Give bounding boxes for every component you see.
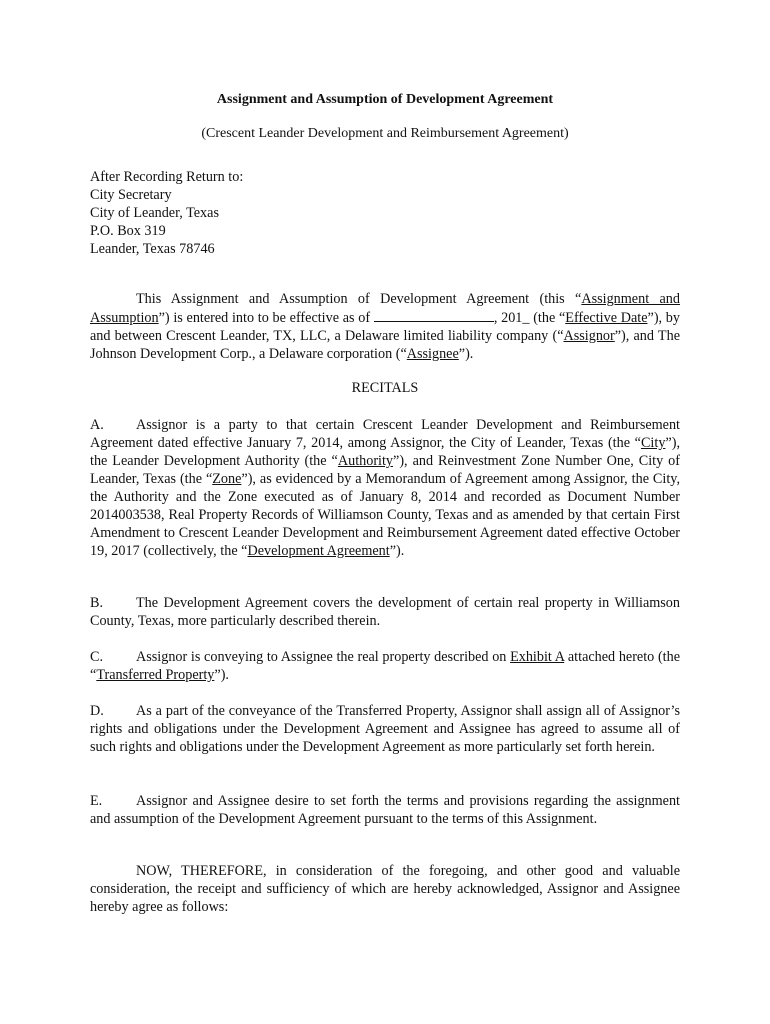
- recital-label: E.: [90, 793, 103, 809]
- intro-paragraph: This Assignment and Assumption of Development Agreement (this “Assignment and Assumption”) is entered into to be effective as of , 201_ (the “Effective Date”), by and between Crescent Leander, TX, LLC, a Delaware limited liability company (“Assignor”), and The Johnson Development Corp., a Delaware corporation (“Assignee”).: [90, 291, 680, 362]
- recital-label: A.: [90, 417, 104, 433]
- recital-e: E. Assignor and Assignee desire to set forth the terms and provisions regarding the assignment and assumption of the Development Agreement pursuant to the terms of this Assignment.: [90, 793, 680, 827]
- recital-label: B.: [90, 595, 104, 611]
- defined-term: Effective Date: [565, 310, 648, 326]
- recital-b: B. The Development Agreement covers the development of certain real property in Williamson County, Texas, more particularly described therein.: [90, 595, 680, 629]
- return-line: Leander, Texas 78746: [90, 241, 215, 257]
- return-heading: After Recording Return to:: [90, 169, 244, 185]
- closing-paragraph: NOW, THEREFORE, in consideration of the foregoing, and other good and valuable consideration, the receipt and sufficiency of which are hereby acknowledged, Assignor and Assignee hereby agree as follows:: [90, 863, 680, 915]
- date-blank: [374, 308, 494, 322]
- recital-label: C.: [90, 649, 104, 665]
- defined-term: Assignor: [563, 328, 615, 344]
- document-title: Assignment and Assumption of Development Agreement: [216, 92, 554, 107]
- return-address-block: [90, 168, 680, 258]
- return-line: City of Leander, Texas: [90, 205, 219, 221]
- recital-a: A. Assignor is a party to that certain Crescent Leander Development and Reimbursement Agreement dated effective January 7, 2014, among Assignor, the City of Leander, Texas (the “City”), the Leander Development Authority (the “Authority”), and Reinvestment Zone Number One, City of Leander, Texas (the “Zone”), as evidenced by a Memorandum of Agreement among Assignor, the City, the Authority and the Zone executed as of January 8, 2014 and recorded as Document Number 2014003538, Real Property Records of Williamson County, Texas and as amended by that certain First Amendment to Crescent Leander Development and Reimbursement Agreement dated effective October 19, 2017 (collectively, the “Development Agreement”).: [90, 417, 681, 559]
- recital-c: C. Assignor is conveying to Assignee the real property described on Exhibit A attached hereto (the “Transferred Property”).: [90, 649, 681, 683]
- recital-label: D.: [90, 703, 104, 719]
- defined-term: Assignee: [406, 346, 459, 362]
- defined-term: Assignment and Assumption: [90, 291, 680, 326]
- document-subtitle: (Crescent Leander Development and Reimbursement Agreement): [201, 126, 569, 141]
- return-line: City Secretary: [90, 187, 172, 203]
- return-line: P.O. Box 319: [90, 223, 166, 239]
- recitals-heading: RECITALS: [351, 380, 419, 396]
- recital-d: D. As a part of the conveyance of the Transferred Property, Assignor shall assign all of Assignor’s rights and obligations under the Development Agreement and Assignee has agreed to assume all of such rights and obligations under the Development Agreement as more particularly set forth herein.: [90, 703, 680, 755]
